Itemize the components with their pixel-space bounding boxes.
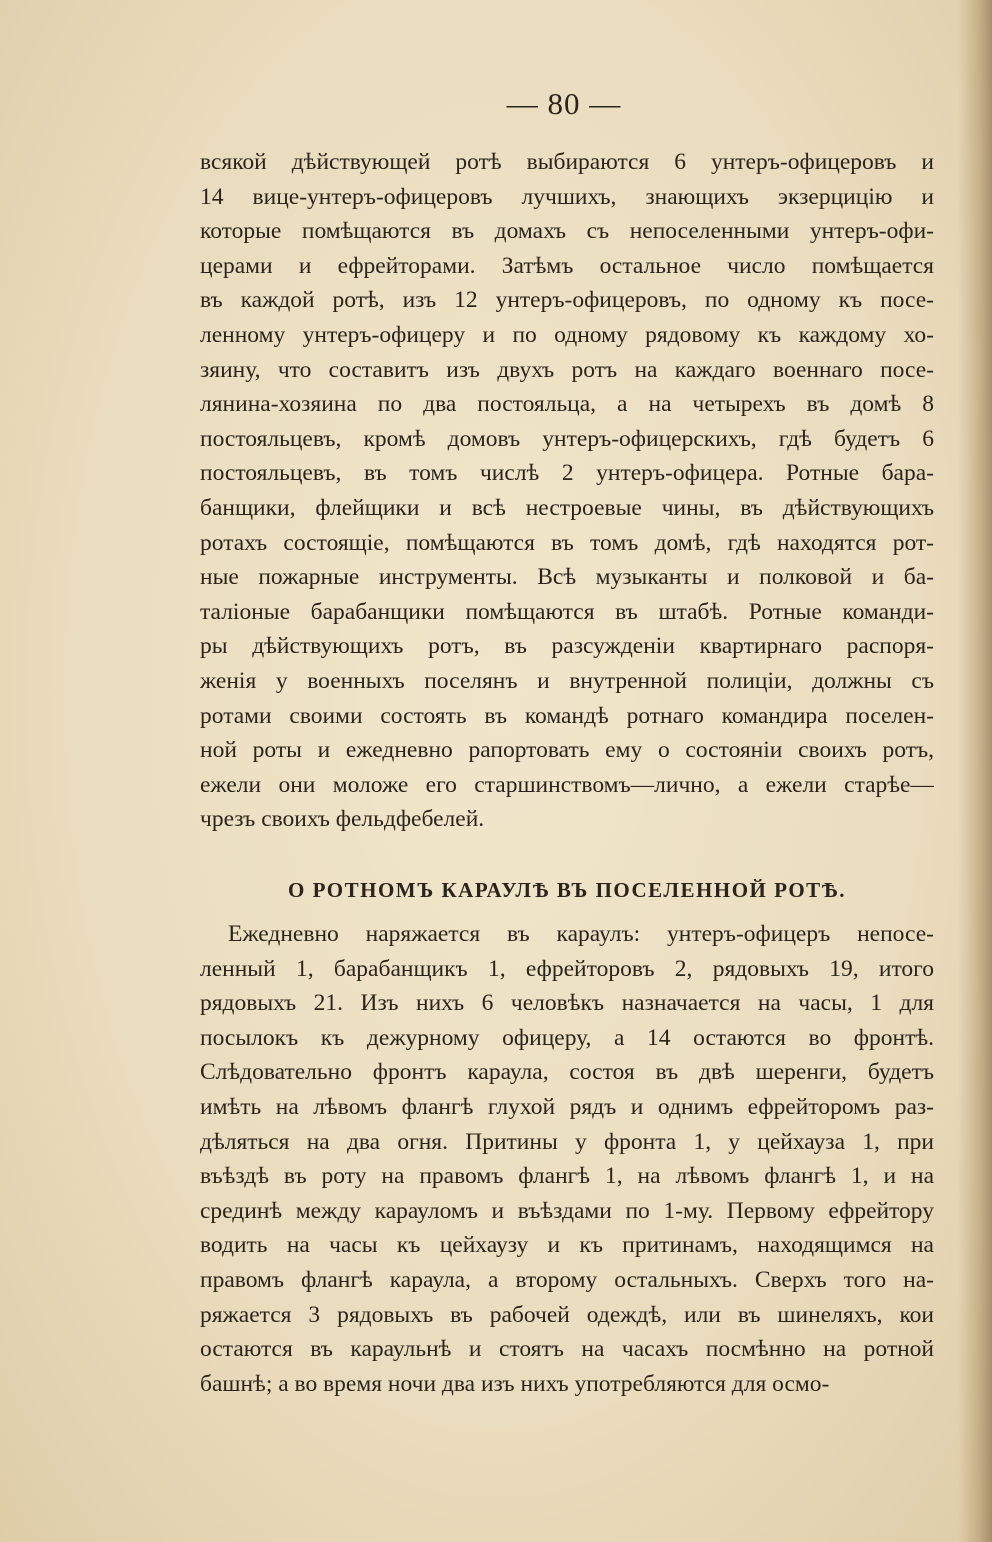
text-line: имѣть на лѣвомъ флангѣ глухой рядъ и однимъ ефрейторомъ раз- bbox=[200, 1093, 934, 1120]
text-line: женія у военныхъ поселянъ и внутренной полиціи, должны съ bbox=[200, 667, 934, 694]
text-line: ротами своими состоять въ командѣ ротнаго командира поселен- bbox=[200, 702, 934, 729]
section-heading: О РОТНОМЪ КАРАУЛѢ ВЪ ПОСЕЛЕННОЙ РОТѢ. bbox=[288, 878, 846, 902]
text-line: срединѣ между карауломъ и въѣздами по 1-му. Первому ефрейтору bbox=[200, 1197, 934, 1224]
paragraph-1 bbox=[200, 145, 934, 837]
text-line: въ каждой ротѣ, изъ 12 унтеръ-офицеровъ, по одному къ посе- bbox=[200, 287, 934, 314]
text-line: башнѣ; а во время ночи два изъ нихъ употребляются для осмо- bbox=[200, 1370, 830, 1397]
text-line: Слѣдовательно фронтъ караула, состоя въ двѣ шеренги, будетъ bbox=[200, 1059, 934, 1086]
page-edge-shadow bbox=[958, 0, 992, 1542]
text-line: остаются въ караульнѣ и стоятъ на часахъ посмѣнно на ротной bbox=[200, 1336, 934, 1363]
text-line: ежели они моложе его старшинствомъ—лично, а ежели старѣе— bbox=[200, 771, 934, 798]
text-line: водить на часы къ цейхаузу и къ притинамъ, находящимся на bbox=[200, 1232, 934, 1259]
text-line: которые помѣщаются въ домахъ съ непоселенными унтеръ-офи- bbox=[200, 218, 934, 245]
text-line: лянина-хозяина по два постояльца, а на четырехъ въ домѣ 8 bbox=[200, 391, 934, 418]
text-line: рядовыхъ 21. Изъ нихъ 6 человѣкъ назначается на часы, 1 для bbox=[200, 990, 934, 1017]
text-line: ленный 1, барабанщикъ 1, ефрейторовъ 2, рядовыхъ 19, итого bbox=[200, 955, 934, 982]
text-line: постояльцевъ, въ томъ числѣ 2 унтеръ-офицера. Ротные бара- bbox=[200, 460, 934, 487]
text-line: таліоные барабанщики помѣщаются въ штабѣ. Ротные команди- bbox=[200, 598, 934, 625]
text-line: чрезъ своихъ фельдфебелей. bbox=[200, 806, 485, 833]
text-line: дѣляться на два огня. Притины у фронта 1, у цейхауза 1, при bbox=[200, 1128, 934, 1155]
text-line: ные пожарные инструменты. Всѣ музыканты и полковой и ба- bbox=[200, 564, 934, 591]
text-line: ряжается 3 рядовыхъ въ рабочей одеждѣ, или въ шинеляхъ, кои bbox=[200, 1301, 934, 1328]
text-line: ры дѣйствующихъ ротъ, въ разсужденіи квартирнаго распоря- bbox=[200, 633, 934, 660]
text-line: правомъ флангѣ караула, а второму остальныхъ. Сверхъ того на- bbox=[200, 1266, 934, 1293]
text-line: церами и ефрейторами. Затѣмъ остальное число помѣщается bbox=[200, 252, 934, 279]
text-line: ленному унтеръ-офицеру и по одному рядовому къ каждому хо- bbox=[200, 321, 934, 348]
text-line: постояльцевъ, кромѣ домовъ унтеръ-офицерскихъ, гдѣ будетъ 6 bbox=[200, 425, 934, 452]
text-line: всякой дѣйствующей ротѣ выбираются 6 унтеръ-офицеровъ и bbox=[200, 149, 934, 175]
text-line: ной роты и ежедневно рапортовать ему о состояніи своихъ ротъ, bbox=[200, 737, 934, 764]
text-line: ротахъ состоящіе, помѣщаются въ томъ домѣ, гдѣ находятся рот- bbox=[200, 529, 934, 556]
paragraph-2 bbox=[200, 917, 934, 1401]
text-line: 14 вице-унтеръ-офицеровъ лучшихъ, знающихъ экзерцицію и bbox=[200, 183, 934, 210]
text-line: въѣздѣ въ роту на правомъ флангѣ 1, на лѣвомъ флангѣ 1, и на bbox=[200, 1163, 934, 1190]
text-line: зяину, что составитъ изъ двухъ ротъ на каждаго военнаго посе- bbox=[200, 356, 934, 383]
text-line: Ежедневно наряжается въ караулъ: унтеръ-офицеръ непосе- bbox=[228, 921, 934, 947]
text-line: банщики, флейщики и всѣ нестроевые чины, въ дѣйствующихъ bbox=[200, 494, 934, 521]
text-line: посылокъ къ дежурному офицеру, а 14 остаются во фронтѣ. bbox=[200, 1024, 934, 1051]
page-number: — 80 — bbox=[506, 86, 622, 121]
